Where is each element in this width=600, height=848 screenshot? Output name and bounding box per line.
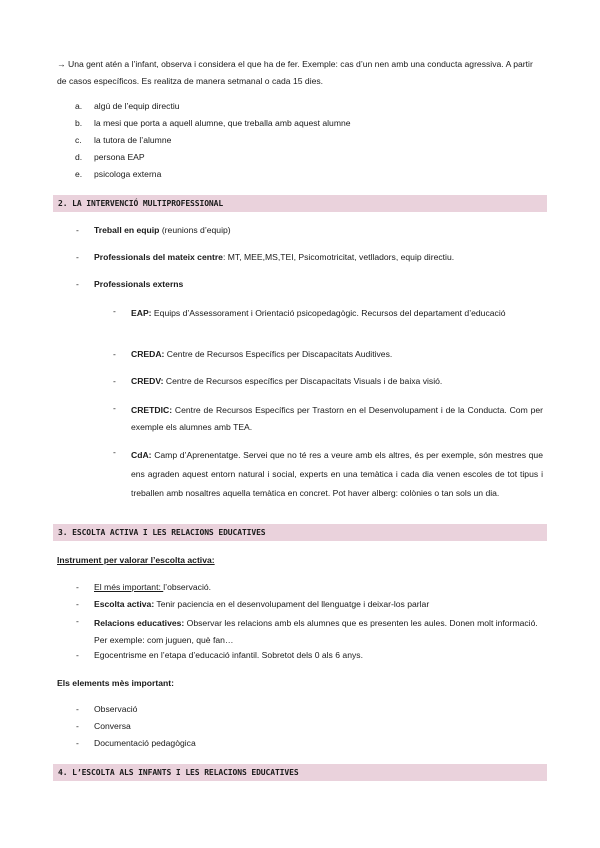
bullet-dash: - <box>76 582 79 592</box>
bullet-dash: - <box>113 349 116 359</box>
bullet-dash: - <box>76 650 79 660</box>
bullet-dash: - <box>76 599 79 609</box>
bullet-dash: - <box>113 447 116 457</box>
arrow-glyph: → <box>57 59 66 69</box>
list-item: Relacions educatives: Observar les relacions amb els alumnes que es presenten les aules. Donen molt informació. Per exemple: com juguen, què fan… <box>94 618 538 645</box>
list-item: CRETDIC: Centre de Recursos Específics per Trastorn en el Desenvolupament i de la Conducta. Com per exemple els alumnes amb TEA. <box>131 405 543 432</box>
bullet-dash: - <box>76 721 79 731</box>
bullet-dash: - <box>76 616 79 626</box>
section-heading-2: 2. LA INTERVENCIÓ MULTIPROFESSIONAL <box>53 195 547 212</box>
list-item: Professionals del mateix centre: MT, MEE,MS,TEI, Psicomotricitat, vetlladors, equip directiu. <box>94 252 455 262</box>
bullet-dash: - <box>76 704 79 714</box>
bullet-dash: - <box>76 279 79 289</box>
bullet-dash: - <box>76 225 79 235</box>
bullet-dash: - <box>113 306 116 316</box>
elements-heading: Els elements mès important: <box>57 678 175 688</box>
list-item: El més important: l’observació. <box>94 582 212 592</box>
list-item: CdA: Camp d’Aprenentatge. Servei que no té res a veure amb els altres, és per exemple, són mestres que ens agraden aquest entorn natural i social, experts en una temàtica i cada dia venen escoles de tot tipus i treballen amb nosaltres aquella temàtica en concret. Pot haver alberg: colònies o tan sols un dia. <box>131 450 543 498</box>
instrument-heading: Instrument per valorar l’escolta activa: <box>57 555 215 565</box>
list-item: Observació <box>94 704 138 714</box>
list-item: Treball en equip (reunions d’equip) <box>94 225 231 235</box>
intro-paragraph: → Una gent atén a l’infant, observa i considera el que ha de fer. Exemple: cas d’un nen amb una conducta agressiva. A partir de casos específicos. Es realitza de manera setmanal o cada 15 dies. <box>57 59 533 86</box>
bullet-dash: - <box>113 403 116 413</box>
list-item: CREDV: Centre de Recursos específics per Discapacitats Visuals i de baixa visió. <box>131 376 443 386</box>
list-item: Professionals externs <box>94 279 184 289</box>
bullet-dash: - <box>76 738 79 748</box>
list-item: CREDA: Centre de Recursos Específics per Discapacitats Auditives. <box>131 349 393 359</box>
section-heading-3: 3. ESCOLTA ACTIVA I LES RELACIONS EDUCATIVES <box>53 524 547 541</box>
list-item: EAP: Equips d’Assessorament i Orientació psicopedagògic. Recursos del departament d’educació <box>131 308 506 318</box>
list-item: Documentació pedagògica <box>94 738 196 748</box>
list-item: Egocentrisme en l’etapa d’educació infantil. Sobretot dels 0 als 6 anys. <box>94 650 363 660</box>
bullet-dash: - <box>113 376 116 386</box>
list-item: Escolta activa: Tenir paciencia en el desenvolupament del llenguatge i deixar-los parlar <box>94 599 430 609</box>
list-item: Conversa <box>94 721 131 731</box>
section-heading-4: 4. L’ESCOLTA ALS INFANTS I LES RELACIONS EDUCATIVES <box>53 764 547 781</box>
document-page: → Una gent atén a l’infant, observa i considera el que ha de fer. Exemple: cas d’un nen amb una conducta agressiva. A partir de casos específicos. Es realitza de manera setmanal o cada 15 dies. a. algú de l’equip directiu b. la mesi que porta a aquell alumne, que treballa amb aquest alumne c. la tutora de l’alumne d. persona EAP e. psicologa externa 2. LA INTERVENCIÓ MULTIPROFESSIONAL - Treball en equip (reunions d’equip) - Professionals del mateix centre: MT, MEE,MS,TEI, Psicomotricitat, vetlladors, equip directiu. - Professionals externs - EAP: Equips d’Assessorament i Orientació psicopedagògic. Recursos del departament d’educació - CREDA: Centre de Recursos Específics per Discapacitats Auditives. - CREDV: Centre de Recursos específics per Discapacitats Visuals i de baixa visió. - CRETDIC: Centre de Recursos Específics per Trastorn en el Desenvolupament i de la Conducta. Com per exemple els alumnes amb TEA. - CdA: Camp d’Aprenentatge. Servei que no té res a veure amb els altres, és per exemple, són mestres que ens agraden aquest entorn natural i social, experts en una temàtica i cada dia venen escoles de tot tipus i treballen amb nosaltres aquella temàtica en concret. Pot haver alberg: colònies o tan sols un dia. 3. ESCOLTA ACTIVA I LES RELACIONS EDUCATIVES Instrument per valorar l’escolta activa: - El més important: l’observació. - Escolta activa: Tenir paciencia en el desenvolupament del llenguatge i deixar-los parlar - Relacions educatives: Observar les relacions amb els alumnes que es presenten les aules. Donen molt informació. Per exemple: com juguen, què fan… - Egocentrisme en l’etapa d’educació infantil. Sobretot dels 0 als 6 anys. Els elements mès important: - Observació - Conversa - Documentació pedagògica 4. L’ESCOLTA ALS INFANTS I LES RELACIONS EDUCATIVES <box>0 0 600 848</box>
bullet-dash: - <box>76 252 79 262</box>
